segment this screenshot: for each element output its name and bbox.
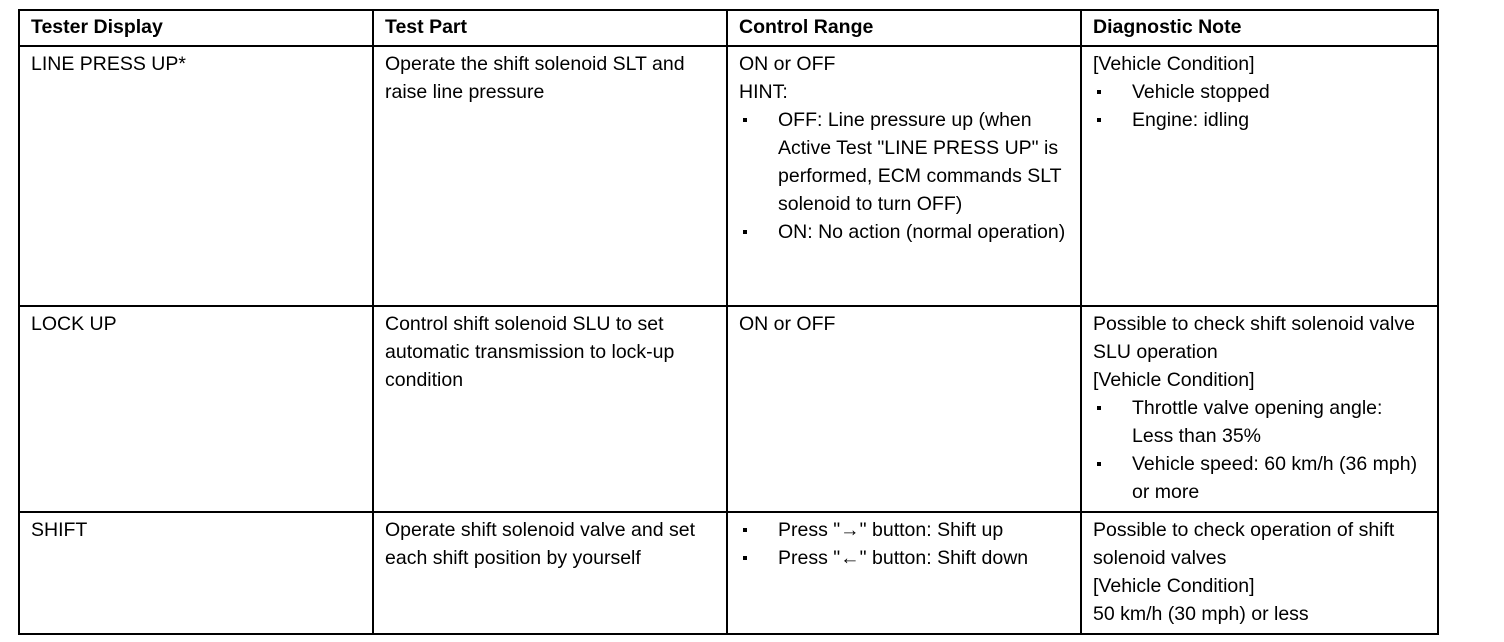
diagnostic-note-line: Possible to check operation of shift solenoid valves — [1093, 519, 1395, 569]
diagnostic-note-cell — [1081, 46, 1438, 306]
list-item: Press "←" button: Shift down — [739, 544, 1070, 572]
test-part-cell: Operate the shift solenoid SLT and raise line pressure — [373, 46, 727, 306]
list-item: Vehicle stopped — [1093, 78, 1427, 106]
diagnostic-note-line: [Vehicle Condition] — [1093, 575, 1255, 597]
tester-display-cell: LINE PRESS UP* — [19, 46, 373, 306]
tester-display-cell: LOCK UP — [19, 306, 373, 512]
active-test-table — [18, 9, 1439, 635]
list-item: Press "→" button: Shift up — [739, 516, 1070, 544]
control-range-bullets — [739, 516, 1070, 572]
list-item: Throttle valve opening angle: Less than 35% — [1093, 394, 1427, 450]
list-item: OFF: Line pressure up (when Active Test "LINE PRESS UP" is performed, ECM commands SLT solenoid to turn OFF) — [739, 106, 1070, 218]
control-range-line: ON or OFF — [739, 53, 836, 75]
diagnostic-note-bullets — [1093, 78, 1427, 134]
list-item: Engine: idling — [1093, 106, 1427, 134]
header-control-range: Control Range — [727, 10, 1081, 46]
test-part-cell: Control shift solenoid SLU to set automatic transmission to lock-up condition — [373, 306, 727, 512]
table-row — [19, 306, 1438, 512]
list-item: ON: No action (normal operation) — [739, 218, 1070, 246]
table-row — [19, 512, 1438, 634]
tester-display-cell: SHIFT — [19, 512, 373, 634]
diagnostic-note-line: [Vehicle Condition] — [1093, 369, 1255, 391]
diagnostic-note-cell — [1081, 512, 1438, 634]
diagnostic-note-line: Possible to check shift solenoid valve SLU operation — [1093, 313, 1415, 363]
control-range-cell — [727, 512, 1081, 634]
control-range-bullets — [739, 106, 1070, 246]
list-item: Vehicle speed: 60 km/h (36 mph) or more — [1093, 450, 1427, 506]
header-tester-display: Tester Display — [19, 10, 373, 46]
diagnostic-note-line: [Vehicle Condition] — [1093, 53, 1255, 75]
control-range-cell — [727, 46, 1081, 306]
diagnostic-note-line: 50 km/h (30 mph) or less — [1093, 603, 1309, 625]
header-test-part: Test Part — [373, 10, 727, 46]
header-diagnostic-note: Diagnostic Note — [1081, 10, 1438, 46]
control-range-cell — [727, 306, 1081, 512]
header-row — [19, 10, 1438, 46]
table-row — [19, 46, 1438, 306]
control-range-line: HINT: — [739, 81, 788, 103]
control-range-line: ON or OFF — [739, 313, 836, 335]
test-part-cell: Operate shift solenoid valve and set each shift position by yourself — [373, 512, 727, 634]
diagnostic-note-bullets — [1093, 394, 1427, 506]
diagnostic-note-cell — [1081, 306, 1438, 512]
